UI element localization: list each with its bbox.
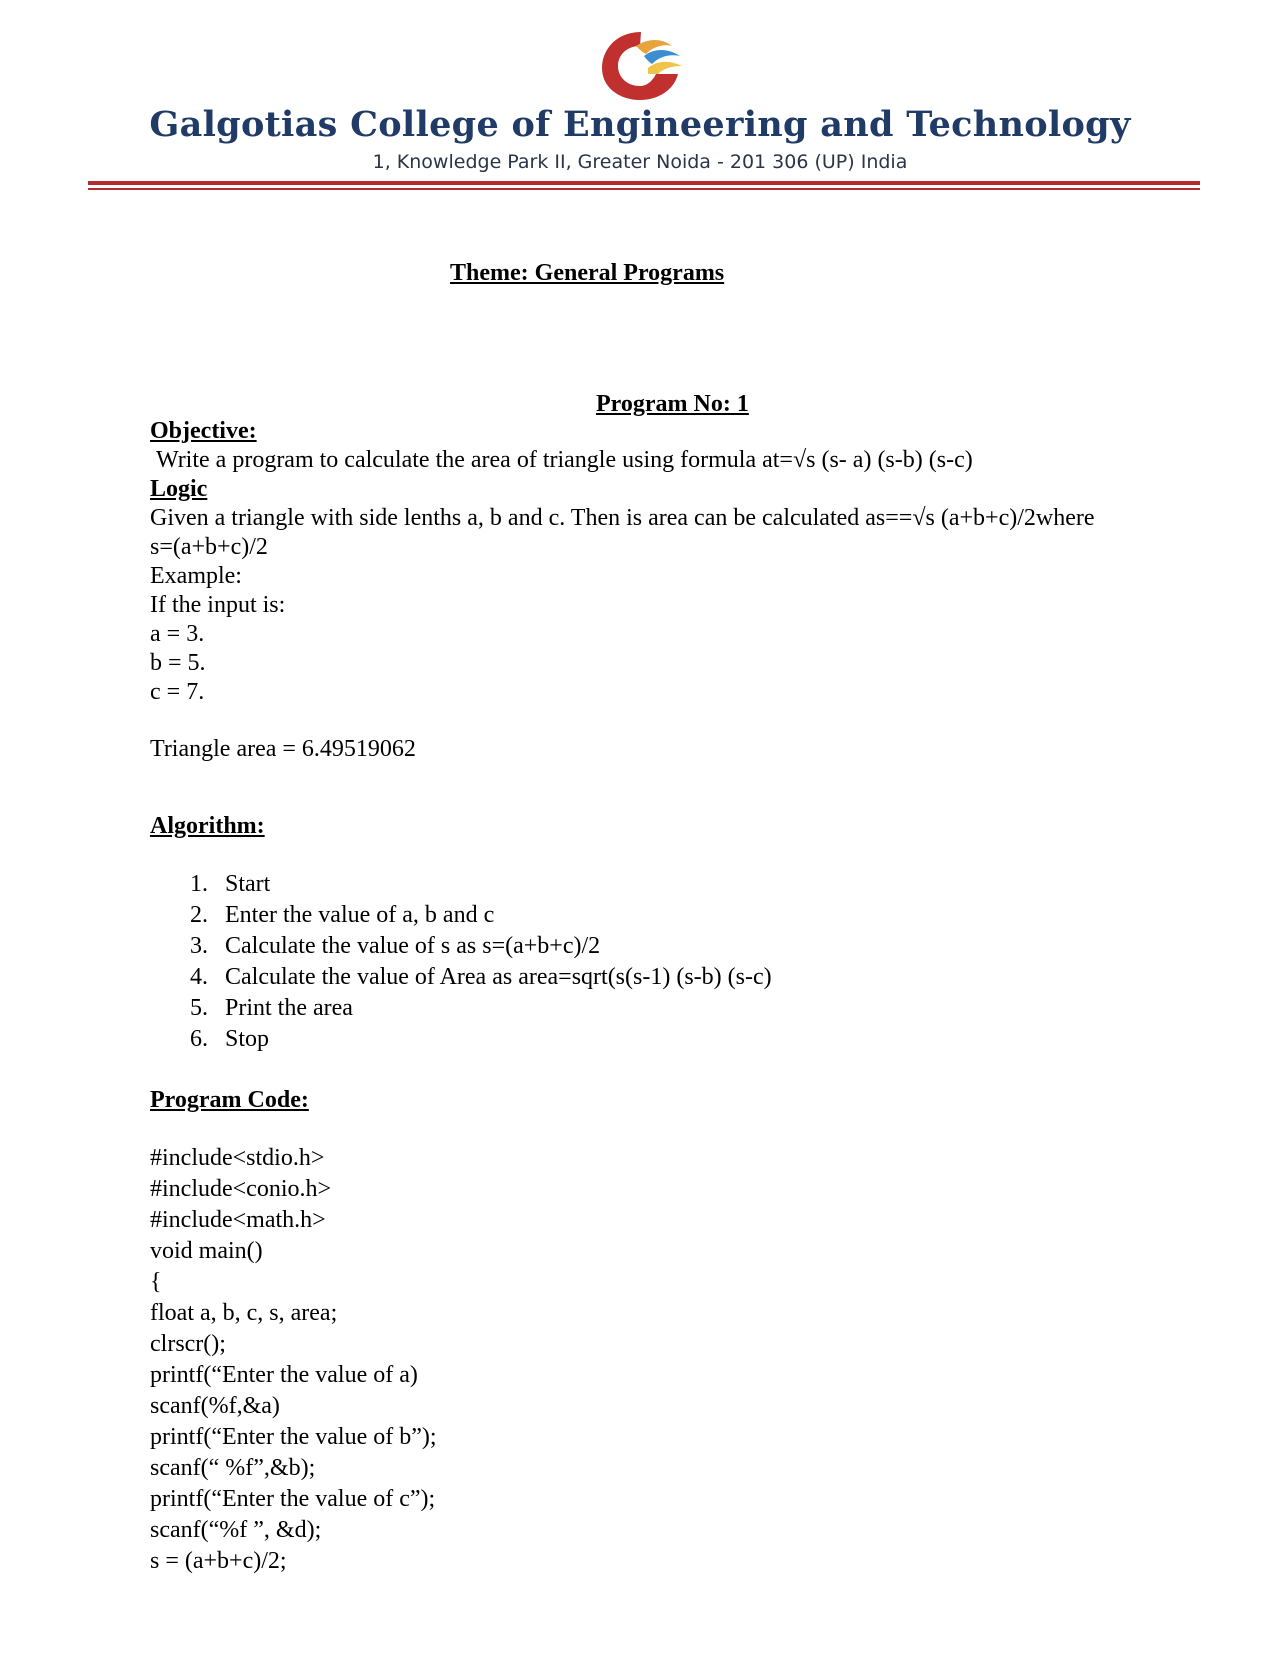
algorithm-step: Start (225, 871, 271, 897)
algorithm-step: Stop (225, 1026, 270, 1052)
logic-line: c = 7. (150, 679, 205, 705)
code-line: scanf(%f,&a) (150, 1393, 280, 1419)
algorithm-step: Calculate the value of Area as area=sqrt(s(s-1) (s-b) (s-c) (225, 964, 772, 990)
objective-heading: Objective: (150, 418, 257, 444)
code-line: s = (a+b+c)/2; (150, 1548, 287, 1574)
algorithm-step: Enter the value of a, b and c (225, 902, 495, 928)
algorithm-step-number: 3. (190, 933, 208, 959)
code-line: void main() (150, 1238, 263, 1264)
college-name: Galgotias College of Engineering and Technology (149, 104, 1131, 145)
code-line: printf(“Enter the value of a) (150, 1362, 418, 1388)
code-line: #include<conio.h> (150, 1176, 332, 1202)
algorithm-heading: Algorithm: (150, 813, 265, 839)
logic-line: a = 3. (150, 621, 205, 647)
logic-line: Given a triangle with side lenths a, b and c. Then is area can be calculated as==√s (a+b+c)/2where (150, 505, 1095, 531)
program-code-heading: Program Code: (150, 1087, 309, 1113)
algorithm-step-number: 4. (190, 964, 208, 990)
program-number: Program No: 1 (596, 391, 749, 417)
code-line: { (150, 1269, 162, 1295)
logo-yellow-swoosh (648, 62, 682, 74)
logic-line: If the input is: (150, 592, 286, 618)
objective-text: Write a program to calculate the area of triangle using formula at=√s (s- a) (s-b) (s-c) (156, 447, 973, 473)
algorithm-step-number: 6. (190, 1026, 208, 1052)
code-line: #include<stdio.h> (150, 1145, 325, 1171)
header-divider-thick (88, 181, 1200, 185)
algorithm-step: Calculate the value of s as s=(a+b+c)/2 (225, 933, 601, 959)
logic-line: s=(a+b+c)/2 (150, 534, 268, 560)
code-line: #include<math.h> (150, 1207, 326, 1233)
code-line: scanf(“ %f”,&b); (150, 1455, 316, 1481)
logic-line: b = 5. (150, 650, 206, 676)
algorithm-step-number: 2. (190, 902, 208, 928)
logo-blue-swoosh (644, 50, 680, 64)
logic-line: Example: (150, 563, 242, 589)
algorithm-step-number: 5. (190, 995, 208, 1021)
logic-heading: Logic (150, 476, 208, 502)
algorithm-step-number: 1. (190, 871, 208, 897)
theme-title: Theme: General Programs (450, 260, 725, 286)
triangle-area-result: Triangle area = 6.49519062 (150, 736, 416, 762)
code-line: float a, b, c, s, area; (150, 1300, 338, 1326)
code-line: printf(“Enter the value of b”); (150, 1424, 437, 1450)
code-line: clrscr(); (150, 1331, 226, 1357)
college-address: 1, Knowledge Park II, Greater Noida - 201 306 (UP) India (372, 151, 908, 173)
college-logo (596, 24, 686, 104)
code-line: printf(“Enter the value of c”); (150, 1486, 436, 1512)
header-divider-thin (88, 188, 1200, 190)
algorithm-step: Print the area (225, 995, 353, 1021)
code-line: scanf(“%f ”, &d); (150, 1517, 322, 1543)
